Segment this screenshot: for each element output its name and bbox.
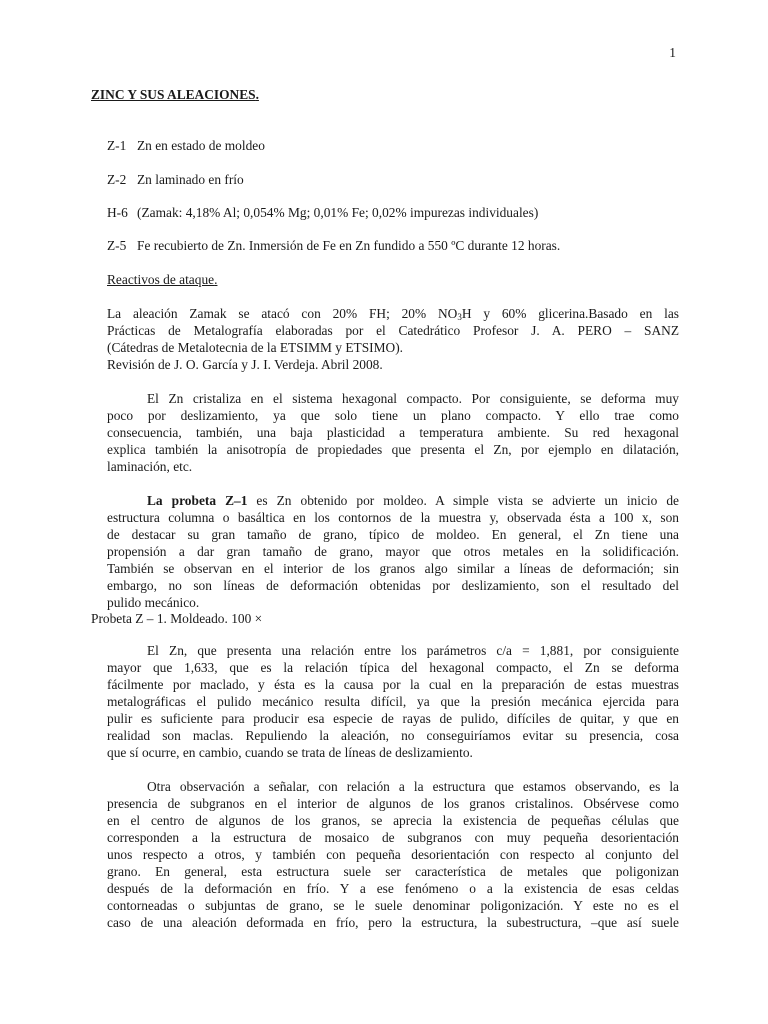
sample-code: Z-5 (107, 238, 127, 253)
paragraph-subgranos (107, 778, 679, 931)
text-line: presencia de subgranos en el interior de algunos de los granos cristalinos. Obsérvese como (107, 796, 679, 811)
paragraph-probeta-z1 (107, 492, 679, 611)
sample-item-z1 (107, 137, 265, 154)
sample-description: Fe recubierto de Zn. Inmersión de Fe en Zn fundido a 550 ºC durante 12 horas. (137, 238, 561, 253)
sample-item-z2 (107, 171, 244, 188)
text-line: (Cátedras de Metalotecnia de la ETSIMM y ETSIMO). (107, 340, 403, 355)
reagents-heading: Reactivos de ataque. (107, 272, 218, 287)
text-line: La aleación Zamak se atacó con 20% FH; 20% $NO_3H$ y 60% glicerina.Basado en las (107, 306, 679, 322)
paragraph-hexagonal (107, 390, 679, 475)
text-line: caso de una aleación deformada en frío, pero la estructura, la subestructura, –que así suele (107, 915, 679, 930)
text-line: mayor que 1,633, que es la relación típica del hexagonal compacto, el Zn se deforma (107, 660, 679, 675)
text-line: propensión a dar gran tamaño de grano, mayor que otros metales en la solidificación. (107, 544, 679, 559)
sample-item-h6 (107, 204, 538, 221)
sample-description: Zn en estado de moldeo (137, 138, 265, 153)
text-line: embargo, no son líneas de deformación obtenidas por deslizamiento, son el resultado del (107, 578, 679, 593)
text-line: estructura columna o basáltica en los contornos de la muestra y, observada ésta a 100 x, son (107, 510, 679, 525)
text-line: de destacar su gran tamaño de grano, típico de moldeo. En general, el Zn tiene una (107, 527, 679, 542)
document-title: ZINC Y SUS ALEACIONES. (91, 87, 259, 102)
text-line: pulir es suficiente para producir esa especie de rayas de pulido, difíciles de quitar, y que en (107, 711, 679, 726)
text-line: El Zn, que presenta una relación entre los parámetros c/a = 1,881, por consiguiente (147, 643, 679, 658)
text-line: También se observan en el interior de los granos algo similar a líneas de deformación; sin (107, 561, 679, 576)
sample-code: H-6 (107, 205, 128, 220)
text-line: explica también la anisotropía de propiedades que presenta el Zn, por ejemplo en dilatación, (107, 442, 679, 457)
text-line: grano. En general, esta estructura suele ser característica de metales que poligonizan (107, 864, 679, 879)
text-line: unos respecto a otros, y también con pequeña desorientación con respecto al conjunto del (107, 847, 679, 862)
probeta-label: La probeta Z–1 (147, 493, 248, 508)
paragraph-maclado (107, 642, 679, 761)
text-line: laminación, etc. (107, 459, 193, 474)
sample-item-z5 (107, 237, 560, 254)
text-line: realidad son maclas. Repuliendo la aleación, no conseguiríamos evitar su presencia, cosa (107, 728, 679, 743)
text-line: en el centro de algunos de los granos, se aprecia la existencia de pequeñas células que (107, 813, 679, 828)
text-line: fácilmente por maclado, y ésta es la causa por la cual en la preparación de estas muestras (107, 677, 679, 692)
text-line: metalográficas el pulido mecánico resulta difícil, ya que la presión mecánica ejercida para (107, 694, 679, 709)
text-line: consecuencia, también, una baja plasticidad a temperatura ambiente. Su red hexagonal (107, 425, 679, 440)
text-line: Prácticas de Metalografía elaboradas por el Catedrático Profesor J. A. PERO – SANZ (107, 323, 679, 338)
page-number: 1 (669, 45, 676, 60)
text-line: después de la deformación en frío. Y a ese fenómeno o a la existencia de esas celdas (107, 881, 679, 896)
sample-description: (Zamak: 4,18% Al; 0,054% Mg; 0,01% Fe; 0,02% impurezas individuales) (137, 205, 539, 220)
text-line: pulido mecánico. (107, 595, 200, 610)
reagents-paragraph (107, 305, 679, 373)
revision-line: Revisión de J. O. García y J. I. Verdeja. Abril 2008. (107, 357, 383, 372)
text-line: contorneadas o subjuntas de grano, se le suele denominar poligonización. Y este no es el (107, 898, 679, 913)
text-line: corresponden a la estructura de mosaico de subgranos con muy pequeña desorientación (107, 830, 679, 845)
text-line: La probeta Z–1 es Zn obtenido por moldeo. A simple vista se advierte un inicio de (147, 493, 679, 508)
text-line: El Zn cristaliza en el sistema hexagonal compacto. Por consiguiente, se deforma muy (147, 391, 679, 406)
sample-code: Z-2 (107, 172, 127, 187)
text-line: poco por deslizamiento, ya que solo tiene un plano compacto. Y ello trae como (107, 408, 679, 423)
sample-code: Z-1 (107, 138, 127, 153)
text-line: Otra observación a señalar, con relación a la estructura que estamos observando, es la (147, 779, 679, 794)
figure-caption: Probeta Z – 1. Moldeado. 100 × (91, 611, 263, 626)
sample-description: Zn laminado en frío (137, 172, 244, 187)
text-line: que sí ocurre, en cambio, cuando se trata de líneas de deslizamiento. (107, 745, 473, 760)
